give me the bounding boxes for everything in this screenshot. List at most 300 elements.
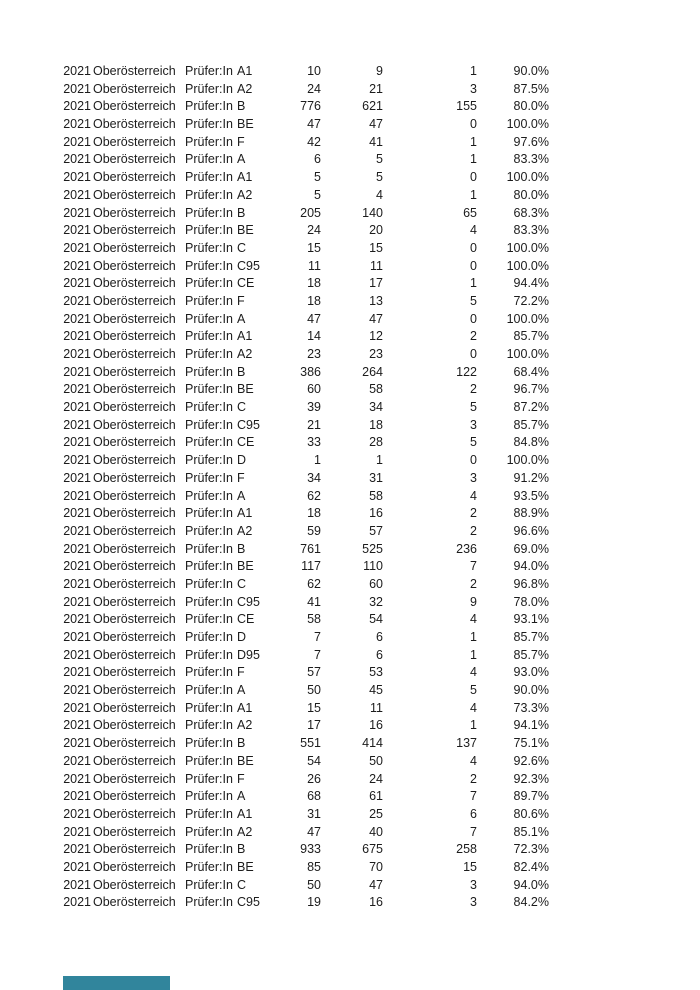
cell-role: Prüfer:In	[185, 665, 233, 680]
cell-class: BE	[237, 559, 254, 574]
cell-passed: 50	[369, 753, 383, 768]
cell-year: 2021	[63, 382, 91, 397]
cell-role: Prüfer:In	[185, 806, 233, 821]
cell-total: 57	[307, 665, 321, 680]
table-row	[63, 240, 563, 258]
cell-pass-rate: 94.1%	[513, 718, 549, 733]
cell-year: 2021	[63, 771, 91, 786]
cell-total: 14	[307, 329, 321, 344]
cell-role: Prüfer:In	[185, 683, 233, 698]
table-row	[63, 841, 563, 859]
cell-region: Oberösterreich	[93, 789, 176, 804]
cell-role: Prüfer:In	[185, 718, 233, 733]
cell-total: 59	[307, 523, 321, 538]
table-row	[63, 664, 563, 682]
cell-failed: 2	[470, 523, 477, 538]
cell-passed: 9	[376, 64, 383, 78]
table-row	[63, 134, 563, 152]
cell-failed: 7	[470, 824, 477, 839]
cell-total: 50	[307, 877, 321, 892]
cell-role: Prüfer:In	[185, 382, 233, 397]
cell-year: 2021	[63, 506, 91, 521]
cell-failed: 7	[470, 789, 477, 804]
cell-passed: 12	[369, 329, 383, 344]
cell-total: 6	[314, 152, 321, 167]
cell-class: F	[237, 293, 245, 308]
cell-year: 2021	[63, 842, 91, 857]
cell-total: 42	[307, 134, 321, 149]
cell-role: Prüfer:In	[185, 187, 233, 202]
table-row	[63, 488, 563, 506]
cell-passed: 5	[376, 170, 383, 185]
table-row	[63, 576, 563, 594]
cell-total: 47	[307, 117, 321, 132]
cell-role: Prüfer:In	[185, 559, 233, 574]
cell-region: Oberösterreich	[93, 488, 176, 503]
cell-pass-rate: 93.1%	[513, 612, 549, 627]
cell-year: 2021	[63, 364, 91, 379]
cell-role: Prüfer:In	[185, 152, 233, 167]
table-row	[63, 771, 563, 789]
cell-class: C	[237, 576, 247, 591]
cell-total: 54	[307, 753, 321, 768]
cell-pass-rate: 73.3%	[513, 700, 549, 715]
cell-pass-rate: 100.0%	[506, 170, 549, 185]
table-row	[63, 151, 563, 169]
cell-failed: 9	[470, 594, 477, 609]
cell-year: 2021	[63, 187, 91, 202]
cell-role: Prüfer:In	[185, 258, 233, 273]
cell-year: 2021	[63, 665, 91, 680]
cell-class: BE	[237, 382, 254, 397]
cell-total: 41	[307, 594, 321, 609]
cell-class: A2	[237, 81, 253, 96]
cell-class: CE	[237, 276, 255, 291]
table-row	[63, 169, 563, 187]
table-row	[63, 222, 563, 240]
cell-failed: 5	[470, 400, 477, 415]
cell-pass-rate: 85.7%	[513, 647, 549, 662]
cell-region: Oberösterreich	[93, 736, 176, 751]
cell-passed: 5	[376, 152, 383, 167]
cell-pass-rate: 93.0%	[513, 665, 549, 680]
cell-year: 2021	[63, 64, 91, 78]
cell-total: 205	[300, 205, 321, 220]
table-row	[63, 311, 563, 329]
cell-total: 15	[307, 240, 321, 255]
cell-total: 21	[307, 417, 321, 432]
cell-role: Prüfer:In	[185, 470, 233, 485]
cell-passed: 16	[369, 895, 383, 910]
cell-total: 33	[307, 435, 321, 450]
cell-total: 39	[307, 400, 321, 415]
cell-pass-rate: 88.9%	[513, 506, 549, 521]
cell-failed: 5	[470, 683, 477, 698]
cell-class: C	[237, 240, 247, 255]
cell-year: 2021	[63, 789, 91, 804]
cell-region: Oberösterreich	[93, 276, 176, 291]
next-page-element-fragment	[63, 976, 170, 990]
cell-failed: 4	[470, 753, 477, 768]
cell-total: 26	[307, 771, 321, 786]
cell-pass-rate: 100.0%	[506, 258, 549, 273]
cell-year: 2021	[63, 152, 91, 167]
cell-role: Prüfer:In	[185, 523, 233, 538]
cell-failed: 122	[456, 364, 477, 379]
cell-class: B	[237, 541, 246, 556]
cell-failed: 65	[463, 205, 477, 220]
cell-role: Prüfer:In	[185, 400, 233, 415]
cell-total: 62	[307, 576, 321, 591]
cell-passed: 34	[369, 400, 383, 415]
cell-role: Prüfer:In	[185, 134, 233, 149]
cell-role: Prüfer:In	[185, 753, 233, 768]
table-row	[63, 81, 563, 99]
cell-region: Oberösterreich	[93, 523, 176, 538]
cell-total: 18	[307, 276, 321, 291]
cell-passed: 31	[369, 470, 383, 485]
cell-class: CE	[237, 612, 255, 627]
cell-total: 47	[307, 824, 321, 839]
cell-failed: 258	[456, 842, 477, 857]
cell-year: 2021	[63, 170, 91, 185]
cell-region: Oberösterreich	[93, 435, 176, 450]
cell-total: 24	[307, 223, 321, 238]
cell-year: 2021	[63, 329, 91, 344]
cell-region: Oberösterreich	[93, 859, 176, 874]
cell-year: 2021	[63, 400, 91, 415]
cell-failed: 0	[470, 347, 477, 361]
cell-region: Oberösterreich	[93, 347, 176, 361]
cell-pass-rate: 94.4%	[513, 276, 549, 291]
table-row	[63, 647, 563, 665]
cell-failed: 5	[470, 435, 477, 450]
cell-total: 58	[307, 612, 321, 627]
cell-role: Prüfer:In	[185, 223, 233, 238]
cell-total: 24	[307, 81, 321, 96]
cell-region: Oberösterreich	[93, 453, 176, 468]
cell-failed: 4	[470, 700, 477, 715]
cell-year: 2021	[63, 435, 91, 450]
cell-pass-rate: 90.0%	[513, 683, 549, 698]
cell-role: Prüfer:In	[185, 506, 233, 521]
cell-year: 2021	[63, 523, 91, 538]
cell-passed: 621	[362, 99, 383, 114]
cell-pass-rate: 80.0%	[513, 187, 549, 202]
table-row	[63, 541, 563, 559]
cell-region: Oberösterreich	[93, 647, 176, 662]
cell-passed: 15	[369, 240, 383, 255]
cell-year: 2021	[63, 753, 91, 768]
cell-class: A	[237, 152, 246, 167]
cell-pass-rate: 100.0%	[506, 240, 549, 255]
cell-role: Prüfer:In	[185, 435, 233, 450]
cell-pass-rate: 100.0%	[506, 311, 549, 326]
cell-year: 2021	[63, 683, 91, 698]
cell-pass-rate: 97.6%	[513, 134, 549, 149]
cell-year: 2021	[63, 824, 91, 839]
cell-passed: 25	[369, 806, 383, 821]
cell-pass-rate: 82.4%	[513, 859, 549, 874]
cell-class: A	[237, 488, 246, 503]
cell-passed: 414	[362, 736, 383, 751]
cell-total: 7	[314, 630, 321, 644]
cell-failed: 0	[470, 117, 477, 132]
cell-role: Prüfer:In	[185, 700, 233, 715]
cell-region: Oberösterreich	[93, 576, 176, 591]
cell-region: Oberösterreich	[93, 223, 176, 238]
cell-pass-rate: 96.8%	[513, 576, 549, 591]
cell-pass-rate: 78.0%	[513, 594, 549, 609]
cell-pass-rate: 92.3%	[513, 771, 549, 786]
cell-role: Prüfer:In	[185, 99, 233, 114]
cell-region: Oberösterreich	[93, 99, 176, 114]
cell-passed: 11	[370, 258, 383, 273]
cell-role: Prüfer:In	[185, 824, 233, 839]
cell-region: Oberösterreich	[93, 417, 176, 432]
cell-passed: 675	[362, 842, 383, 857]
table-row	[63, 788, 563, 806]
table-row	[63, 682, 563, 700]
cell-class: A1	[237, 64, 253, 78]
cell-region: Oberösterreich	[93, 152, 176, 167]
cell-year: 2021	[63, 594, 91, 609]
cell-year: 2021	[63, 276, 91, 291]
cell-pass-rate: 89.7%	[513, 789, 549, 804]
cell-year: 2021	[63, 647, 91, 662]
cell-failed: 4	[470, 488, 477, 503]
cell-passed: 140	[362, 205, 383, 220]
cell-total: 62	[307, 488, 321, 503]
cell-failed: 1	[470, 152, 477, 167]
cell-pass-rate: 90.0%	[513, 64, 549, 78]
cell-class: A2	[237, 187, 253, 202]
cell-passed: 32	[369, 594, 383, 609]
cell-failed: 2	[470, 576, 477, 591]
cell-pass-rate: 83.3%	[513, 152, 549, 167]
cell-passed: 61	[369, 789, 383, 804]
cell-role: Prüfer:In	[185, 417, 233, 432]
cell-class: A	[237, 311, 246, 326]
cell-role: Prüfer:In	[185, 842, 233, 857]
cell-year: 2021	[63, 347, 91, 361]
cell-total: 1	[314, 453, 321, 468]
cell-total: 7	[314, 647, 321, 662]
cell-failed: 0	[470, 453, 477, 468]
cell-class: B	[237, 736, 246, 751]
cell-failed: 1	[470, 64, 477, 78]
cell-pass-rate: 100.0%	[506, 453, 549, 468]
table-row	[63, 594, 563, 612]
cell-year: 2021	[63, 453, 91, 468]
cell-region: Oberösterreich	[93, 824, 176, 839]
cell-year: 2021	[63, 134, 91, 149]
cell-role: Prüfer:In	[185, 276, 233, 291]
cell-pass-rate: 94.0%	[513, 877, 549, 892]
cell-total: 47	[307, 311, 321, 326]
cell-passed: 28	[369, 435, 383, 450]
table-row	[63, 806, 563, 824]
cell-year: 2021	[63, 859, 91, 874]
cell-year: 2021	[63, 700, 91, 715]
cell-passed: 1	[376, 453, 383, 468]
cell-class: CE	[237, 435, 255, 450]
cell-role: Prüfer:In	[185, 771, 233, 786]
cell-role: Prüfer:In	[185, 895, 233, 910]
cell-role: Prüfer:In	[185, 117, 233, 132]
cell-passed: 47	[369, 117, 383, 132]
table-row	[63, 381, 563, 399]
cell-role: Prüfer:In	[185, 789, 233, 804]
cell-total: 50	[307, 683, 321, 698]
cell-region: Oberösterreich	[93, 877, 176, 892]
cell-year: 2021	[63, 895, 91, 910]
table-row	[63, 434, 563, 452]
cell-passed: 58	[369, 488, 383, 503]
cell-year: 2021	[63, 559, 91, 574]
cell-total: 551	[300, 736, 321, 751]
cell-role: Prüfer:In	[185, 347, 233, 361]
cell-region: Oberösterreich	[93, 134, 176, 149]
table-row	[63, 417, 563, 435]
cell-year: 2021	[63, 223, 91, 238]
cell-region: Oberösterreich	[93, 683, 176, 698]
cell-class: A2	[237, 523, 253, 538]
cell-pass-rate: 100.0%	[506, 347, 549, 361]
cell-pass-rate: 93.5%	[513, 488, 549, 503]
cell-passed: 264	[362, 364, 383, 379]
cell-pass-rate: 84.2%	[513, 895, 549, 910]
cell-year: 2021	[63, 293, 91, 308]
cell-class: D	[237, 453, 247, 468]
cell-pass-rate: 91.2%	[513, 470, 549, 485]
table-row	[63, 293, 563, 311]
cell-class: F	[237, 665, 245, 680]
cell-failed: 2	[470, 506, 477, 521]
cell-role: Prüfer:In	[185, 488, 233, 503]
cell-year: 2021	[63, 311, 91, 326]
cell-passed: 41	[369, 134, 383, 149]
cell-passed: 16	[369, 506, 383, 521]
cell-class: C	[237, 877, 247, 892]
table-row	[63, 894, 563, 912]
table-row	[63, 877, 563, 895]
cell-region: Oberösterreich	[93, 842, 176, 857]
cell-pass-rate: 87.2%	[513, 400, 549, 415]
cell-failed: 3	[470, 877, 477, 892]
table-row	[63, 399, 563, 417]
cell-class: A1	[237, 700, 253, 715]
cell-year: 2021	[63, 612, 91, 627]
cell-failed: 15	[463, 859, 477, 874]
cell-role: Prüfer:In	[185, 205, 233, 220]
cell-passed: 6	[376, 647, 383, 662]
cell-passed: 21	[369, 81, 383, 96]
cell-role: Prüfer:In	[185, 541, 233, 556]
cell-region: Oberösterreich	[93, 506, 176, 521]
cell-passed: 110	[363, 559, 383, 574]
cell-region: Oberösterreich	[93, 364, 176, 379]
cell-role: Prüfer:In	[185, 453, 233, 468]
cell-pass-rate: 96.7%	[513, 382, 549, 397]
cell-pass-rate: 72.3%	[513, 842, 549, 857]
cell-region: Oberösterreich	[93, 718, 176, 733]
cell-failed: 7	[470, 559, 477, 574]
cell-role: Prüfer:In	[185, 240, 233, 255]
cell-region: Oberösterreich	[93, 64, 176, 78]
cell-total: 23	[307, 347, 321, 361]
cell-failed: 137	[456, 736, 477, 751]
table-row	[63, 753, 563, 771]
cell-passed: 24	[369, 771, 383, 786]
cell-class: A1	[237, 506, 253, 521]
results-table	[63, 63, 563, 912]
table-row	[63, 116, 563, 134]
cell-pass-rate: 94.0%	[513, 559, 549, 574]
cell-passed: 57	[369, 523, 383, 538]
cell-total: 11	[308, 258, 321, 273]
cell-pass-rate: 68.3%	[513, 205, 549, 220]
cell-pass-rate: 69.0%	[513, 541, 549, 556]
cell-pass-rate: 80.6%	[513, 806, 549, 821]
cell-role: Prüfer:In	[185, 630, 233, 644]
cell-role: Prüfer:In	[185, 293, 233, 308]
cell-failed: 0	[470, 170, 477, 185]
cell-region: Oberösterreich	[93, 311, 176, 326]
cell-failed: 4	[470, 223, 477, 238]
cell-total: 19	[307, 895, 321, 910]
cell-class: F	[237, 134, 245, 149]
cell-role: Prüfer:In	[185, 859, 233, 874]
table-row	[63, 98, 563, 116]
cell-region: Oberösterreich	[93, 170, 176, 185]
cell-pass-rate: 85.7%	[513, 329, 549, 344]
cell-region: Oberösterreich	[93, 771, 176, 786]
cell-total: 31	[307, 806, 321, 821]
cell-failed: 2	[470, 382, 477, 397]
cell-role: Prüfer:In	[185, 329, 233, 344]
table-row	[63, 824, 563, 842]
cell-region: Oberösterreich	[93, 81, 176, 96]
cell-pass-rate: 85.7%	[513, 417, 549, 432]
cell-pass-rate: 85.7%	[513, 630, 549, 644]
cell-role: Prüfer:In	[185, 64, 233, 78]
table-row	[63, 205, 563, 223]
cell-failed: 1	[470, 630, 477, 644]
cell-pass-rate: 87.5%	[513, 81, 549, 96]
cell-failed: 3	[470, 895, 477, 910]
cell-failed: 3	[470, 470, 477, 485]
cell-failed: 4	[470, 665, 477, 680]
cell-class: F	[237, 470, 245, 485]
cell-year: 2021	[63, 718, 91, 733]
cell-passed: 4	[376, 187, 383, 202]
cell-role: Prüfer:In	[185, 594, 233, 609]
cell-passed: 40	[369, 824, 383, 839]
cell-region: Oberösterreich	[93, 559, 176, 574]
table-row	[63, 523, 563, 541]
cell-region: Oberösterreich	[93, 612, 176, 627]
cell-total: 117	[301, 559, 321, 574]
cell-region: Oberösterreich	[93, 400, 176, 415]
cell-pass-rate: 100.0%	[506, 117, 549, 132]
cell-class: C	[237, 400, 247, 415]
table-row	[63, 470, 563, 488]
table-row	[63, 611, 563, 629]
table-row	[63, 717, 563, 735]
table-row	[63, 629, 563, 647]
cell-region: Oberösterreich	[93, 293, 176, 308]
